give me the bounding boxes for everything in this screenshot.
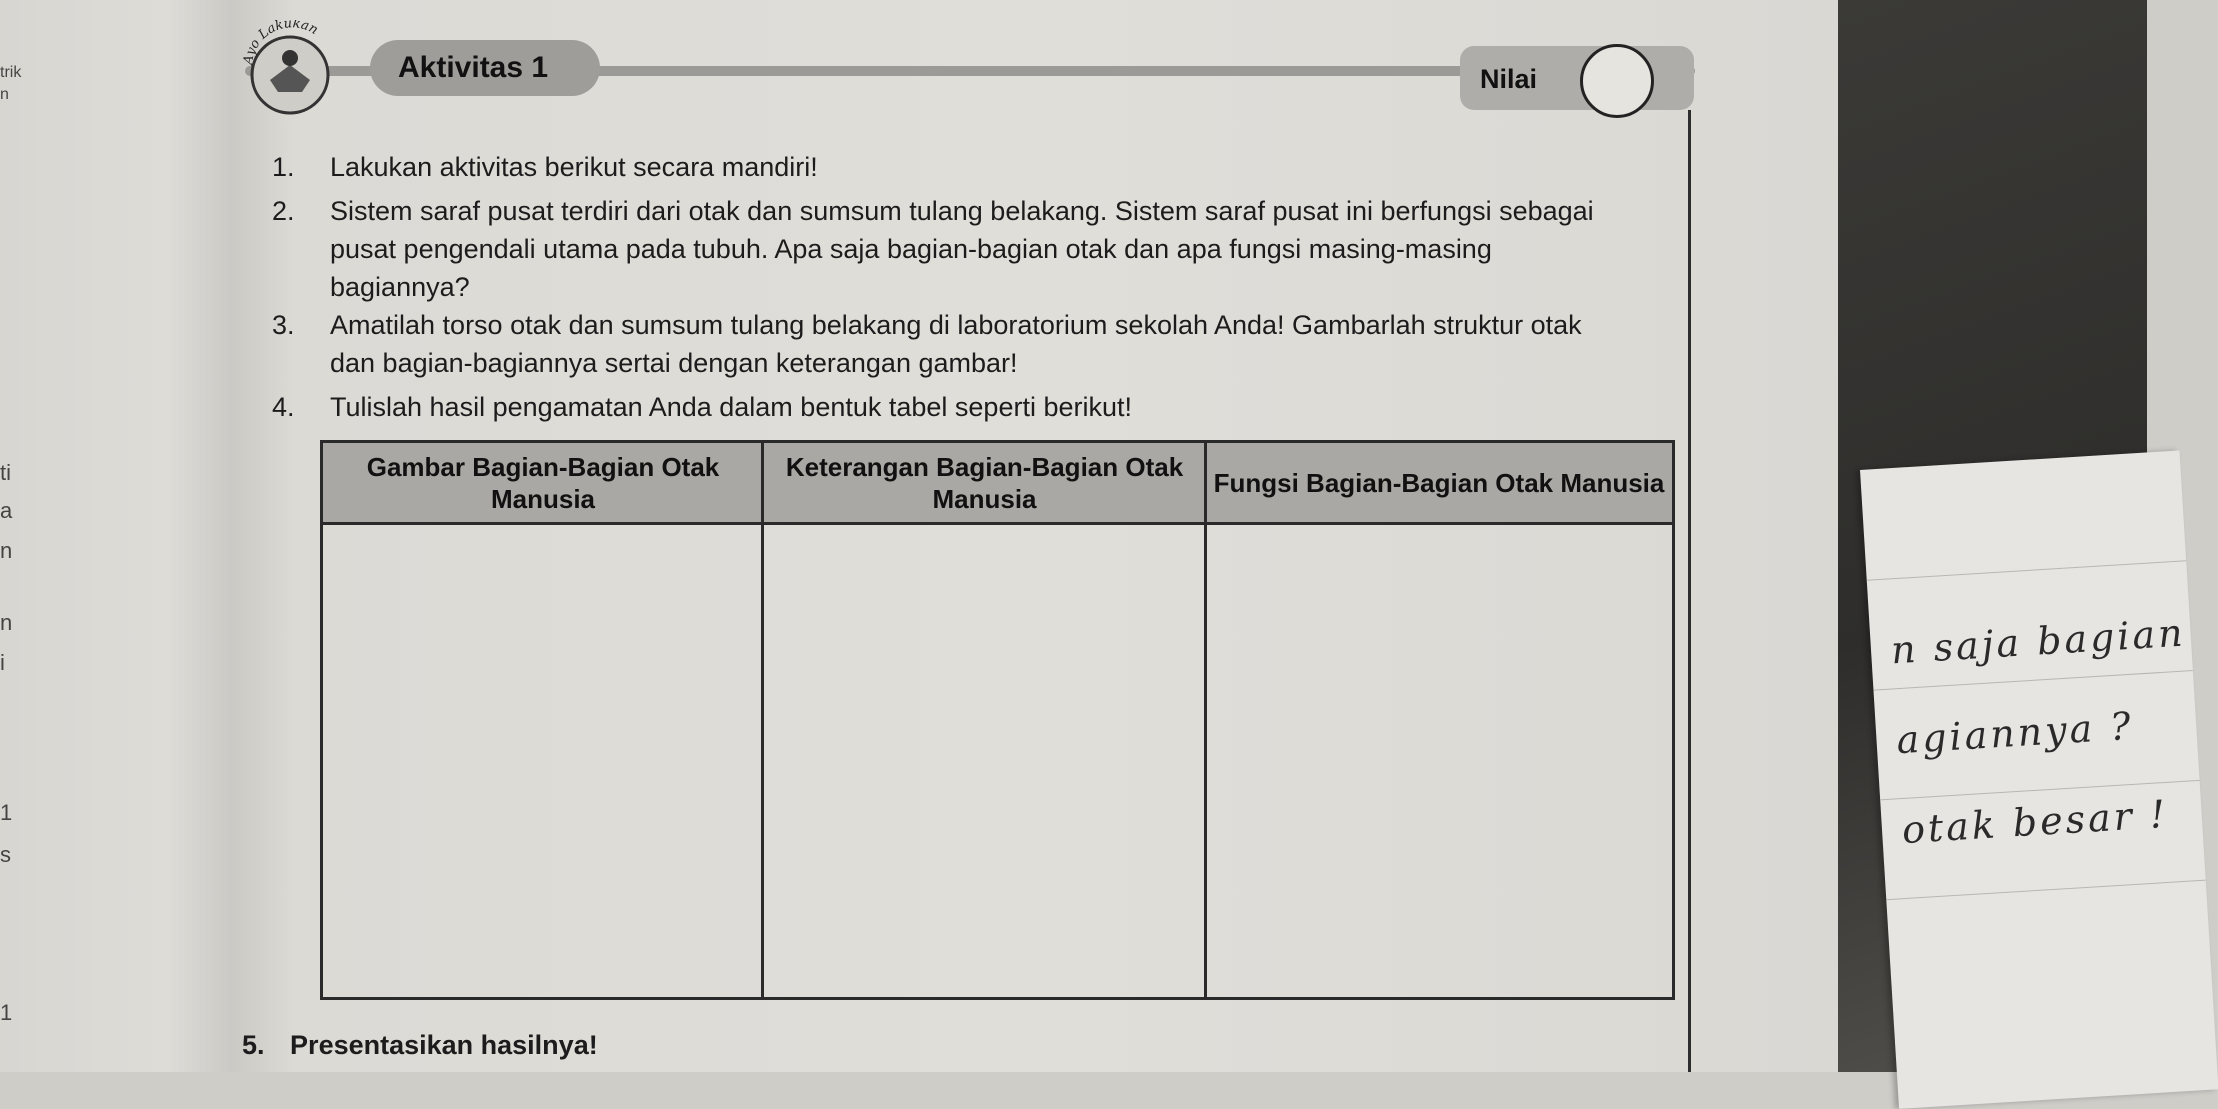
table-header-drawing: Gambar Bagian-Bagian Otak Manusia [323, 443, 763, 525]
instruction-number: 2. [272, 196, 295, 226]
final-step-text: Presentasikan hasilnya! [290, 1030, 598, 1060]
handwritten-line: otak besar ! [1900, 791, 2170, 853]
margin-fragment: 1 [0, 1000, 13, 1025]
instruction-text: Sistem saraf pusat terdiri dari otak dan sumsum tulang belakang. Sistem saraf pusat ini berfungsi sebagai pusat pengendali utama pada tubuh. Apa saja bagian-bagian otak dan apa fungsi masing-masing bagiannya? [330, 196, 1594, 302]
instruction-text: Amatilah torso otak dan sumsum tulang belakang di laboratorium sekolah Anda! Gambarlah struktur otak dan bagian-bagiannya sertai dengan keterangan gambar! [330, 310, 1582, 378]
ayo-lakukan-badge [240, 20, 340, 120]
note-rule [1867, 560, 2186, 581]
margin-fragment: ti [0, 460, 11, 485]
handwritten-note-page [1860, 450, 2218, 1108]
instruction-number: 4. [272, 392, 295, 422]
badge-text: Ayo Lakukan [240, 20, 321, 66]
instruction-text: Tulislah hasil pengamatan Anda dalam bentuk tabel seperti berikut! [330, 392, 1132, 422]
note-rule [1873, 670, 2192, 691]
score-label: Nilai [1480, 64, 1538, 94]
margin-fragment: i [0, 650, 5, 675]
margin-fragment: n [0, 86, 9, 103]
ayo-lakukan-icon [240, 20, 340, 120]
margin-fragment: trik [0, 64, 22, 81]
note-rule [1886, 880, 2205, 901]
final-step [242, 1030, 598, 1061]
observation-table [320, 440, 1675, 1000]
instruction-number: 1. [272, 152, 295, 182]
score-circle[interactable] [1580, 44, 1654, 118]
table-cell[interactable] [1207, 525, 1671, 997]
margin-fragment: s [0, 842, 11, 867]
right-border-rule [1688, 110, 1691, 1072]
final-step-number: 5. [242, 1030, 265, 1060]
activity-title-pill [370, 40, 600, 96]
margin-fragment: n [0, 610, 13, 635]
instruction-number: 3. [272, 310, 295, 340]
table-cell[interactable] [323, 525, 761, 997]
margin-fragment: a [0, 498, 13, 523]
instruction-text: Lakukan aktivitas berikut secara mandiri! [330, 152, 818, 182]
table-cell[interactable] [764, 525, 1204, 997]
margin-fragment: n [0, 538, 13, 563]
handwritten-line: n saja bagian [1889, 610, 2187, 673]
handwritten-line: agiannya ? [1895, 703, 2135, 763]
margin-fragment: 1 [0, 800, 13, 825]
table-header-function: Fungsi Bagian-Bagian Otak Manusia [1206, 443, 1672, 525]
activity-title: Aktivitas 1 [398, 51, 549, 84]
table-header-description: Keterangan Bagian-Bagian Otak Manusia [763, 443, 1206, 525]
left-facing-page [0, 0, 240, 1072]
